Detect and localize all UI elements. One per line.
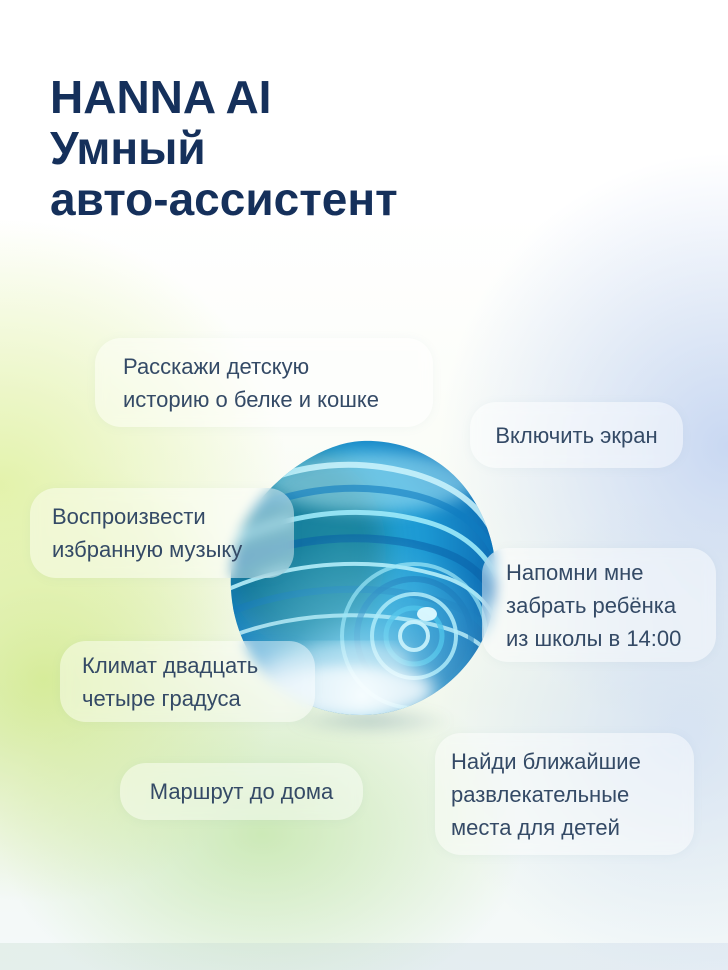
page-title [50,72,398,225]
bubble-line: Найди ближайшие [451,748,641,774]
bubble-line: историю о белке и кошке [123,386,380,412]
suggestion-bubble-find-places-for-kids [435,733,694,855]
bubble-line: избранную музыку [52,537,243,562]
bubble-line: Включить экран [495,422,658,448]
bubble-line: из школы в 14:00 [506,625,682,651]
bubble-line: четыре градуса [82,685,241,711]
bubble-line: Напомни мне [506,559,644,585]
bubble-line: Воспроизвести [52,504,206,529]
suggestion-bubble-tell-kids-story [95,338,433,427]
bubble-line: забрать ребёнка [506,592,677,618]
bubble-line: места для детей [451,814,620,840]
bottom-gradient-band [0,943,728,970]
suggestion-bubble-remind-pickup-child [482,548,716,662]
suggestion-bubble-route-home [120,763,363,820]
bubble-line: Маршрут до дома [149,779,334,804]
bubble-line: развлекательные [451,781,630,807]
subtitle-line-1: Умный [50,122,206,174]
suggestion-bubble-climate-24-degrees [60,641,315,722]
bubble-line: Расскажи детскую [123,353,310,379]
brand-name: HANNA AI [50,71,272,123]
subtitle-line-2: авто-ассистент [50,173,398,225]
suggestion-bubble-turn-on-screen [470,402,683,468]
bubble-line: Климат двадцать [82,652,259,678]
suggestion-bubble-play-favorite-music [30,488,294,578]
